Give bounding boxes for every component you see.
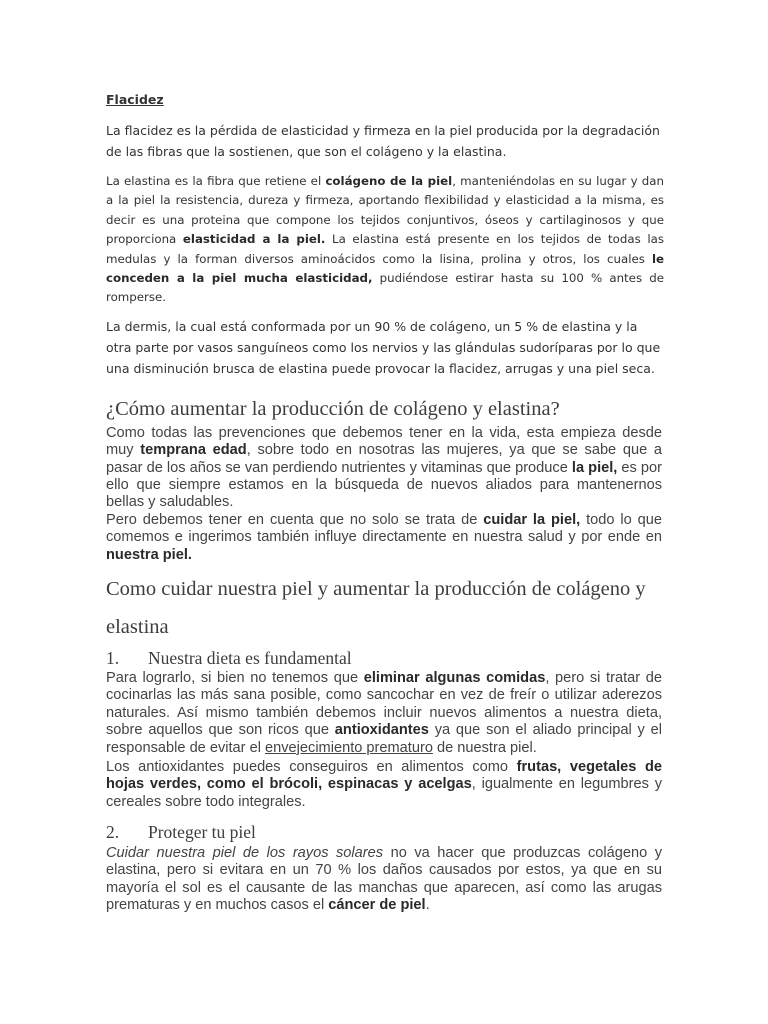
- paragraph-prevenciones: [106, 425, 662, 511]
- heading-como-cuidar: Como cuidar nuestra piel y aumentar la producción de colágeno y elastina: [106, 578, 646, 638]
- italic-span: Cuidar nuestra piel de los rayos solares: [106, 845, 384, 861]
- bold-span: colágeno de la piel: [325, 174, 453, 188]
- heading-dieta: [106, 648, 352, 669]
- text-span: Pero debemos tener en cuenta que no solo se trata de: [106, 512, 484, 528]
- text-span: Como todas las prevenciones que debemos tener en la vida, esta empieza desde muy: [106, 425, 662, 459]
- paragraph-antioxidantes: [106, 759, 662, 811]
- paragraph-elastina: [106, 172, 664, 308]
- list-number: 2.: [106, 822, 120, 842]
- bold-span: cáncer de piel: [328, 897, 426, 914]
- text-span: , igualmente en legumbres y cereales sobre todo integrales.: [106, 776, 662, 810]
- bold-span: eliminar algunas comidas: [363, 670, 546, 686]
- text-span: , sobre todo en nosotras las mujeres, ya que se sabe que a pasar de los años se van perdiendo nutrientes y vitaminas que produce: [106, 442, 663, 476]
- paragraph-dermis: La dermis, la cual está conformada por un 90 % de colágeno, un 5 % de elastina y la otra parte por vasos sanguíneos como los nervios y las glándulas sudoríparas por lo que una disminución brusca de elastina puede provocar la flacidez, arrugas y una piel seca.: [106, 319, 661, 376]
- section-title-flacidez: Flacidez: [106, 92, 164, 107]
- text-span: de nuestra piel.: [432, 739, 537, 756]
- text-span: ya que son el aliado principal y el responsable de evitar el: [106, 722, 662, 756]
- bold-span: la piel,: [571, 459, 618, 476]
- text-span: La elastina está presente en los tejidos de todas las medulas y la forman diversos aminoácidos como la lisina, prolina y otros, los cuales: [106, 232, 665, 266]
- heading-proteger-piel: [106, 822, 256, 843]
- heading-text: Nuestra dieta es fundamental: [148, 648, 352, 668]
- paragraph-rayos-solares: [106, 845, 662, 915]
- paragraph-dieta: [106, 670, 662, 757]
- text-span: , manteniéndolas en su lugar y dan a la piel la resistencia, dureza y firmeza, aportando flexibilidad y elasticidad a la misma, es decir es una proteina que compone los tejidos conjuntivos, óseos y cartilaginosos y que proporciona: [106, 174, 664, 247]
- text-span: La elastina es la fibra que retiene el: [106, 174, 326, 188]
- underlined-span: envejecimiento prematuro: [265, 739, 433, 756]
- bold-span: elasticidad a la piel.: [182, 232, 326, 247]
- bold-span: temprana edad: [140, 442, 247, 459]
- text-span: todo lo que comemos e ingerimos también influye directamente en nuestra salud y por ende en: [106, 512, 662, 546]
- heading-aumentar-produccion: ¿Cómo aumentar la producción de colágeno y elastina?: [106, 398, 560, 420]
- text-span: , pero si tratar de cocinarlas las más sana posible, como sancochar en vez de freír o utilizar aderezos naturales. Así mismo también debemos incluir nuevos alimentos a nuestra dieta, sobre aquellos que son ricos que: [106, 670, 662, 739]
- bold-span: le conceden a la piel mucha elasticidad,: [106, 251, 664, 286]
- text-span: no va hacer que produzcas colágeno y elastina, pero si evitara en un 70 % los daños causados por estos, ya que en su mayoría el sol es el causante de las manchas que aparecen, así como las arugas prematuras y en muchos casos el: [106, 845, 662, 914]
- paragraph-cuidar-piel: [106, 512, 662, 564]
- text-span: es por ello que siempre estamos en la búsqueda de nuevos aliados para mantenernos bellas y saludables.: [106, 459, 663, 511]
- text-span: .: [425, 897, 430, 914]
- list-number: 1.: [106, 648, 120, 668]
- paragraph-flacidez-definition: La flacidez es la pérdida de elasticidad y firmeza en la piel producida por la degradación de las fibras que la sostienen, que son el colágeno y la elastina.: [106, 123, 660, 159]
- bold-span: antioxidantes: [334, 722, 429, 739]
- bold-span: cuidar la piel,: [483, 512, 581, 528]
- text-span: pudiéndose estirar hasta su 100 % antes de romperse.: [106, 271, 664, 305]
- bold-span: nuestra piel.: [106, 546, 192, 563]
- text-span: Para lograrlo, si bien no tenemos que: [106, 670, 364, 686]
- text-span: Los antioxidantes puedes conseguiros en alimentos como: [106, 759, 517, 775]
- bold-span: frutas, vegetales de hojas verdes, como el brócoli, espinacas y acelgas: [106, 759, 662, 793]
- heading-text: Proteger tu piel: [148, 822, 256, 842]
